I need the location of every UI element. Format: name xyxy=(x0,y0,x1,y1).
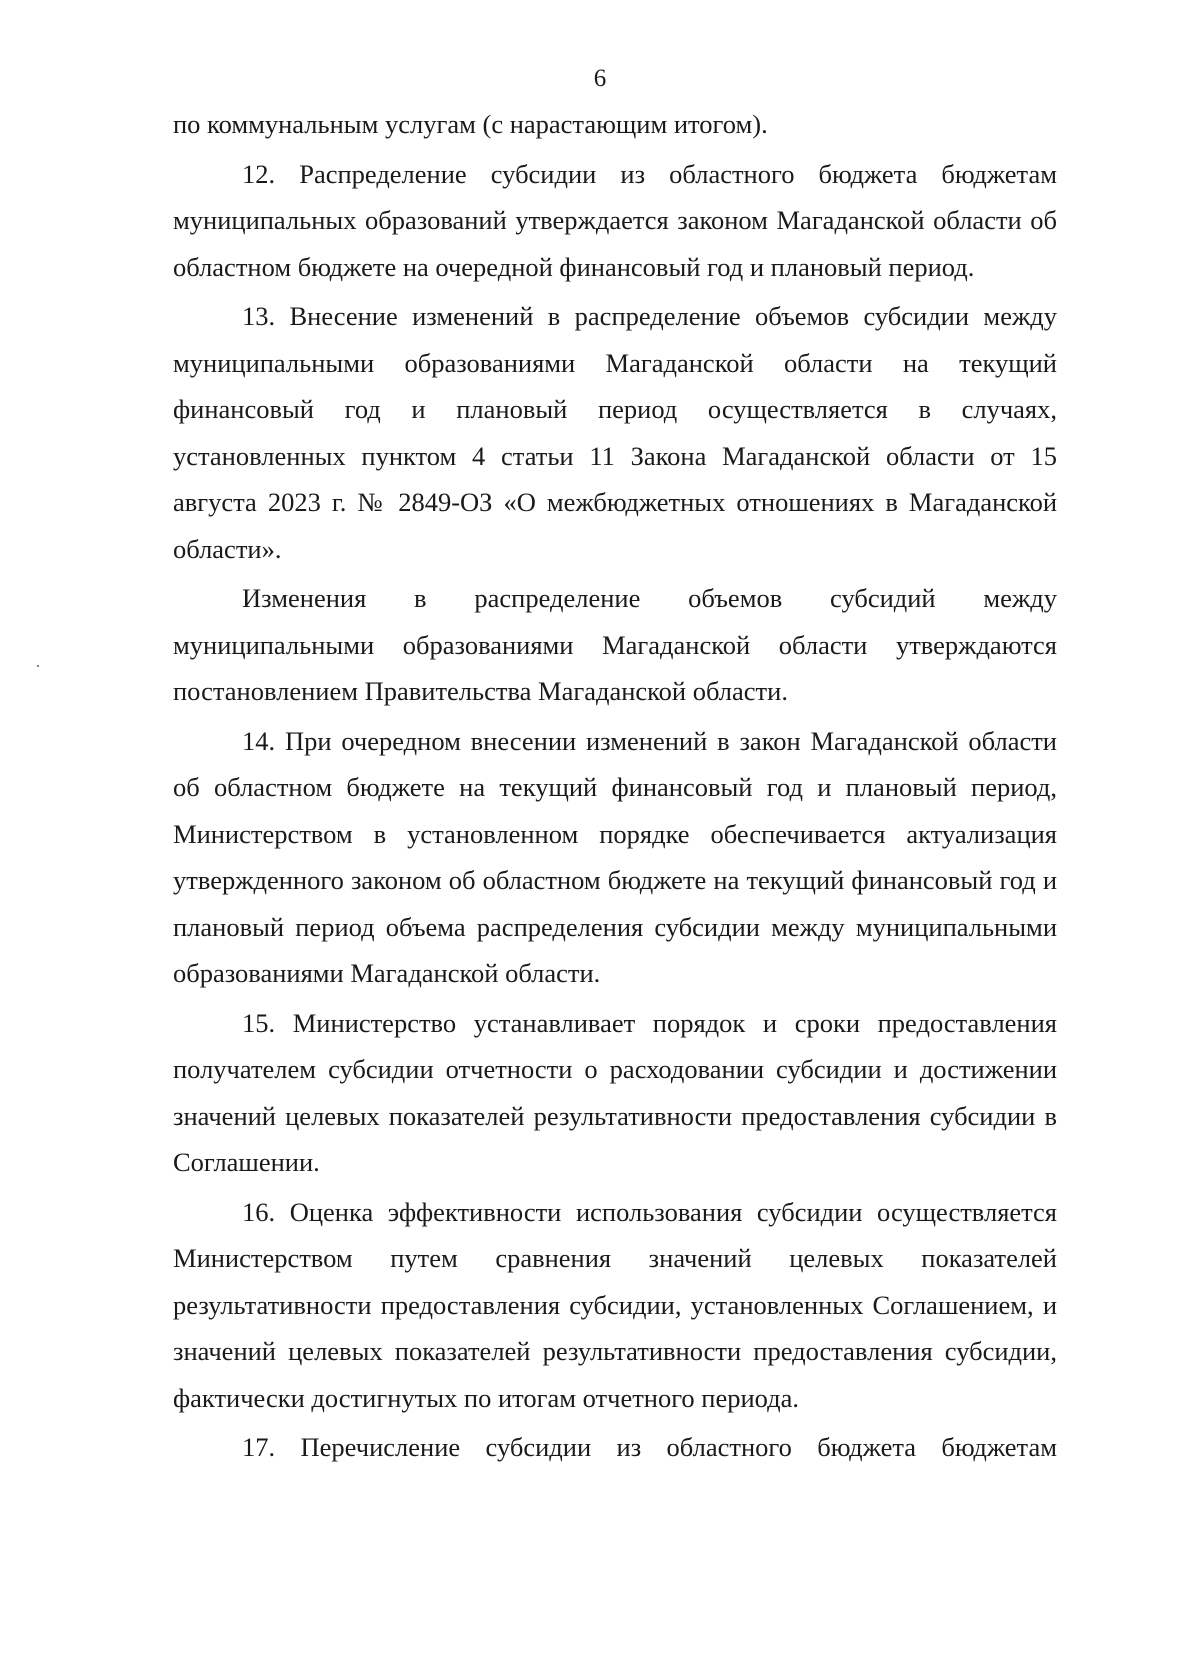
paragraph-16: 16. Оценка эффективности использования субсидии осуществляется Министерством путем сравнения значений целевых показателей результативности предоставления субсидии, установленных Соглашением, и значений целевых показателей результативности предоставления субсидии, фактически достигнутых по итогам отчетного периода. xyxy=(173,1196,1057,1413)
paragraph-13-changes: Изменения в распределение объемов субсидий между муниципальными образованиями Магаданской области утверждаются постановлением Правительства Магаданской области. xyxy=(173,583,1057,706)
paragraph-13: 13. Внесение изменений в распределение объемов субсидии между муниципальными образованиями Магаданской области на текущий финансовый год и плановый период осуществляется в случаях, установленных пунктом 4 статьи 11 Закона Магаданской области от 15 августа 2023 г. № 2849-ОЗ «О межбюджетных отношениях в Магаданской области». xyxy=(173,301,1057,564)
page-number: 6 xyxy=(593,65,607,92)
paragraph-17: 17. Перечисление субсидии из областного бюджета бюджетам xyxy=(242,1432,1057,1462)
paragraph-continuation: по коммунальным услугам (с нарастающим итогом). xyxy=(173,109,768,139)
document-body xyxy=(173,101,1057,1471)
paragraph-14: 14. При очередном внесении изменений в закон Магаданской области об областном бюджете на текущий финансовый год и плановый период, Министерством в установленном порядке обеспечивается актуализация утвержденного законом об областном бюджете на текущий финансовый год и плановый период объема распределения субсидии между муниципальными образованиями Магаданской области. xyxy=(173,725,1057,988)
scan-speck xyxy=(37,665,39,667)
paragraph-12: 12. Распределение субсидии из областного бюджета бюджетам муниципальных образований утверждается законом Магаданской области об областном бюджете на очередной финансовый год и плановый период. xyxy=(173,158,1057,282)
paragraph-15: 15. Министерство устанавливает порядок и сроки предоставления получателем субсидии отчетности о расходовании субсидии и достижении значений целевых показателей результативности предоставления субсидии в Соглашении. xyxy=(173,1007,1057,1177)
